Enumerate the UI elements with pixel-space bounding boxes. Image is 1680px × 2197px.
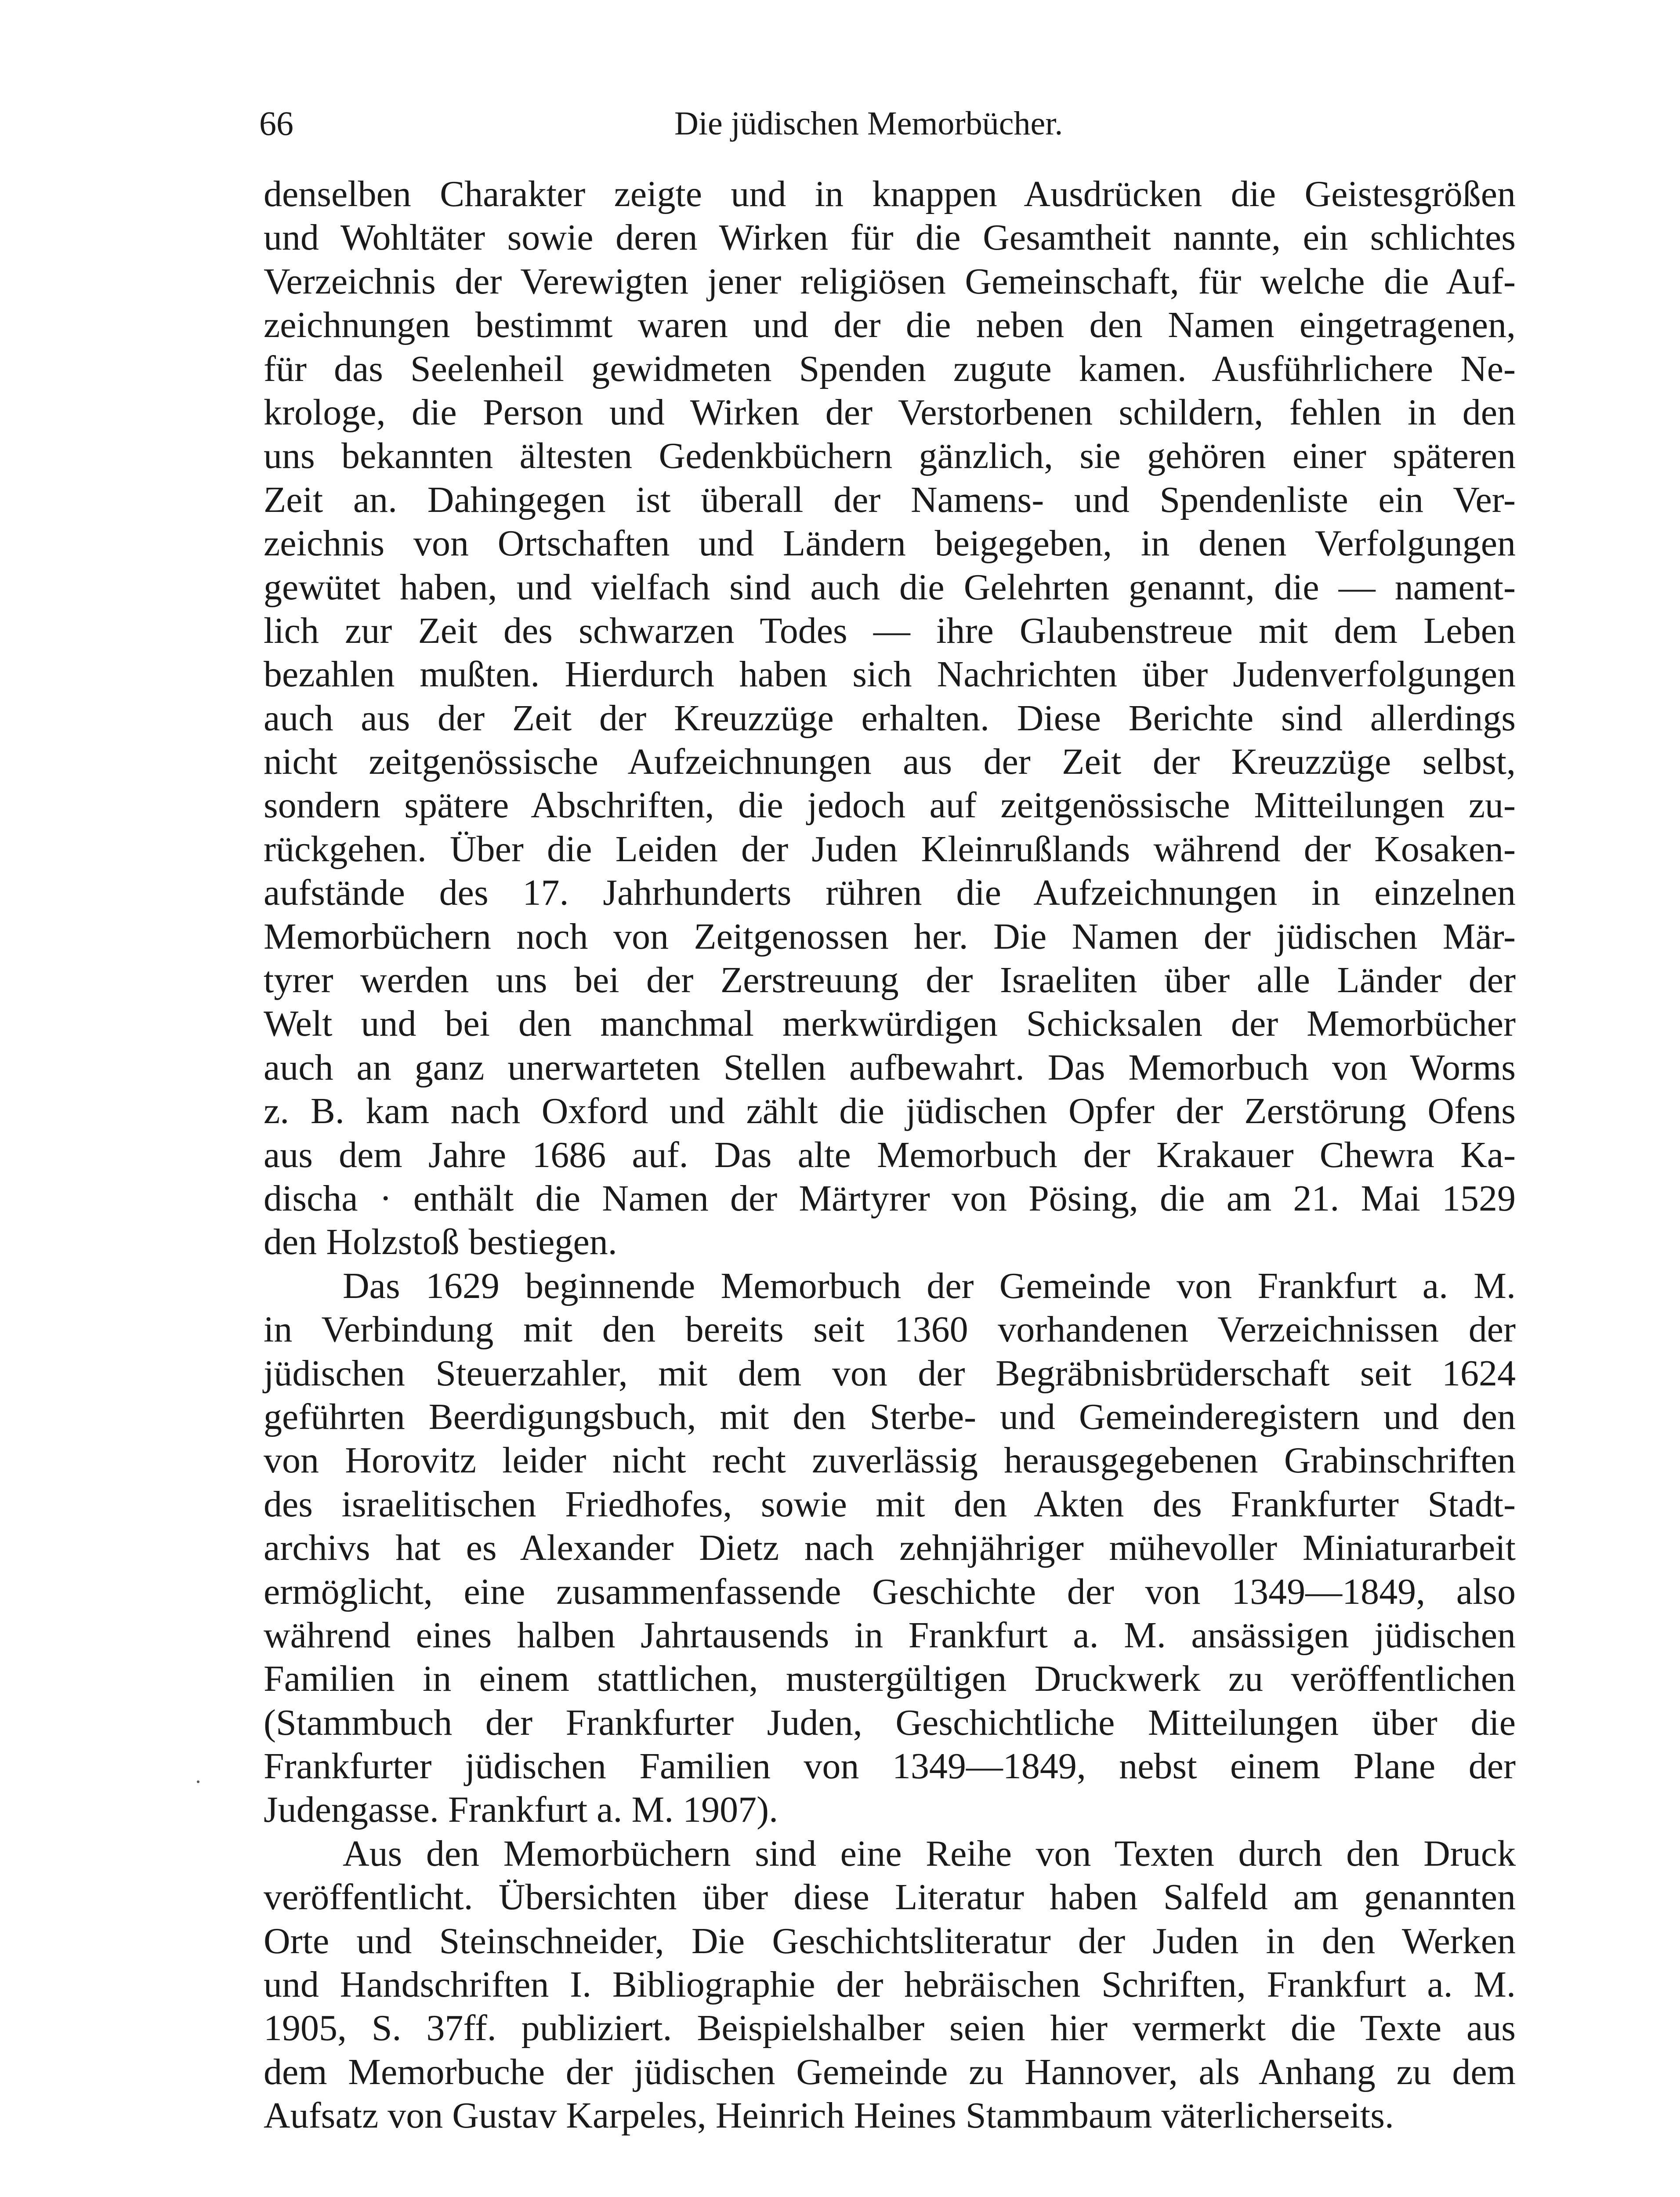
- text-line: veröffentlicht. Übersichten über diese Literatur haben Salfeld am genannten: [264, 1877, 1516, 1918]
- text-line: Zeit an. Dahingegen ist überall der Namens- und Spendenliste ein Ver-: [264, 479, 1516, 520]
- text-line: krologe, die Person und Wirken der Verstorbenen schildern, fehlen in den: [264, 392, 1516, 433]
- text-line: zeichnis von Ortschaften und Ländern beigegeben, in denen Verfolgungen: [264, 523, 1516, 564]
- text-line: Das 1629 beginnende Memorbuch der Gemeinde von Frankfurt a. M.: [343, 1265, 1516, 1306]
- text-line: Aufsatz von Gustav Karpeles, Heinrich Heines Stammbaum väterlicherseits.: [264, 2095, 1394, 2136]
- text-line: Welt und bei den manchmal merkwürdigen Schicksalen der Memorbücher: [264, 1003, 1516, 1044]
- text-line: gewütet haben, und vielfach sind auch die Gelehrten genannt, die — nament-: [264, 566, 1516, 608]
- text-line: auch an ganz unerwarteten Stellen aufbewahrt. Das Memorbuch von Worms: [264, 1047, 1516, 1088]
- text-line: aufstände des 17. Jahrhunderts rühren die Aufzeichnungen in einzelnen: [264, 872, 1516, 914]
- text-line: lich zur Zeit des schwarzen Todes — ihre Glaubenstreue mit dem Leben: [264, 610, 1516, 651]
- text-line: aus dem Jahre 1686 auf. Das alte Memorbuch der Krakauer Chewra Ka-: [264, 1134, 1516, 1175]
- text-line: archivs hat es Alexander Dietz nach zehnjähriger mühevoller Miniaturarbeit: [264, 1527, 1516, 1569]
- text-line: dem Memorbuche der jüdischen Gemeinde zu Hannover, als Anhang zu dem: [264, 2051, 1516, 2092]
- text-line: geführten Beerdigungsbuch, mit den Sterbe- und Gemeinderegistern und den: [264, 1396, 1516, 1437]
- text-line: Aus den Memorbüchern sind eine Reihe von Texten durch den Druck: [343, 1833, 1516, 1874]
- text-line: z. B. kam nach Oxford und zählt die jüdischen Opfer der Zerstörung Ofens: [264, 1091, 1516, 1132]
- text-line: Judengasse. Frankfurt a. M. 1907).: [264, 1789, 778, 1831]
- text-line: 1905, S. 37ff. publiziert. Beispielshalber seien hier vermerkt die Texte aus: [264, 2008, 1516, 2049]
- text-line: und Wohltäter sowie deren Wirken für die Gesamtheit nannte, ein schlichtes: [264, 217, 1516, 258]
- text-line: denselben Charakter zeigte und in knappen Ausdrücken die Geistesgrößen: [264, 174, 1516, 214]
- text-line: in Verbindung mit den bereits seit 1360 vorhandenen Verzeichnissen der: [264, 1309, 1516, 1350]
- text-line: den Holzstoß bestiegen.: [264, 1222, 617, 1263]
- text-line: zeichnungen bestimmt waren und der die neben den Namen eingetragenen,: [264, 305, 1516, 346]
- text-line: (Stammbuch der Frankfurter Juden, Geschichtliche Mitteilungen über die: [264, 1702, 1516, 1743]
- text-line: Verzeichnis der Verewigten jener religiösen Gemeinschaft, für welche die Auf-: [264, 261, 1516, 302]
- text-line: tyrer werden uns bei der Zerstreuung der Israeliten über alle Länder der: [264, 960, 1516, 1001]
- margin-speck: [197, 1780, 199, 1783]
- running-title: Die jüdischen Memorbücher.: [674, 105, 1063, 142]
- text-line: ermöglicht, eine zusammenfassende Geschichte der von 1349—1849, also: [264, 1571, 1516, 1612]
- text-line: Memorbüchern noch von Zeitgenossen her. Die Namen der jüdischen Mär-: [264, 916, 1516, 957]
- text-line: und Handschriften I. Bibliographie der hebräischen Schriften, Frankfurt a. M.: [264, 1964, 1516, 2005]
- text-line: von Horovitz leider nicht recht zuverlässig herausgegebenen Grabinschriften: [264, 1440, 1516, 1481]
- paragraph: [264, 1832, 1516, 2138]
- text-line: Orte und Steinschneider, Die Geschichtsliteratur der Juden in den Werken: [264, 1920, 1516, 1961]
- text-line: sondern spätere Abschriften, die jedoch auf zeitgenössische Mitteilungen zu-: [264, 785, 1516, 826]
- text-line: rückgehen. Über die Leiden der Juden Kleinrußlands während der Kosaken-: [264, 828, 1516, 870]
- text-line: nicht zeitgenössische Aufzeichnungen aus der Zeit der Kreuzzüge selbst,: [264, 741, 1516, 783]
- text-line: des israelitischen Friedhofes, sowie mit den Akten des Frankfurter Stadt-: [264, 1483, 1516, 1525]
- text-line: bezahlen mußten. Hierdurch haben sich Nachrichten über Judenverfolgungen: [264, 654, 1516, 695]
- text-line: während eines halben Jahrtausends in Frankfurt a. M. ansässigen jüdischen: [264, 1614, 1516, 1656]
- running-head: [259, 104, 1577, 143]
- text-line: für das Seelenheil gewidmeten Spenden zugute kamen. Ausführlichere Ne-: [264, 348, 1516, 389]
- text-line: uns bekannten ältesten Gedenkbüchern gänzlich, sie gehören einer späteren: [264, 435, 1516, 477]
- body-text: [264, 172, 1516, 2138]
- text-line: auch aus der Zeit der Kreuzzüge erhalten. Diese Berichte sind allerdings: [264, 697, 1516, 739]
- page-number: 66: [259, 104, 293, 142]
- text-line: jüdischen Steuerzahler, mit dem von der Begräbnisbrüderschaft seit 1624: [264, 1352, 1516, 1394]
- paragraph: [264, 1264, 1516, 1832]
- text-line: Familien in einem stattlichen, mustergültigen Druckwerk zu veröffentlichen: [264, 1658, 1516, 1700]
- text-line: Frankfurter jüdischen Familien von 1349—1849, nebst einem Plane der: [264, 1746, 1516, 1787]
- text-line: discha · enthält die Namen der Märtyrer von Pösing, die am 21. Mai 1529: [264, 1178, 1516, 1219]
- paragraph: [264, 172, 1516, 1264]
